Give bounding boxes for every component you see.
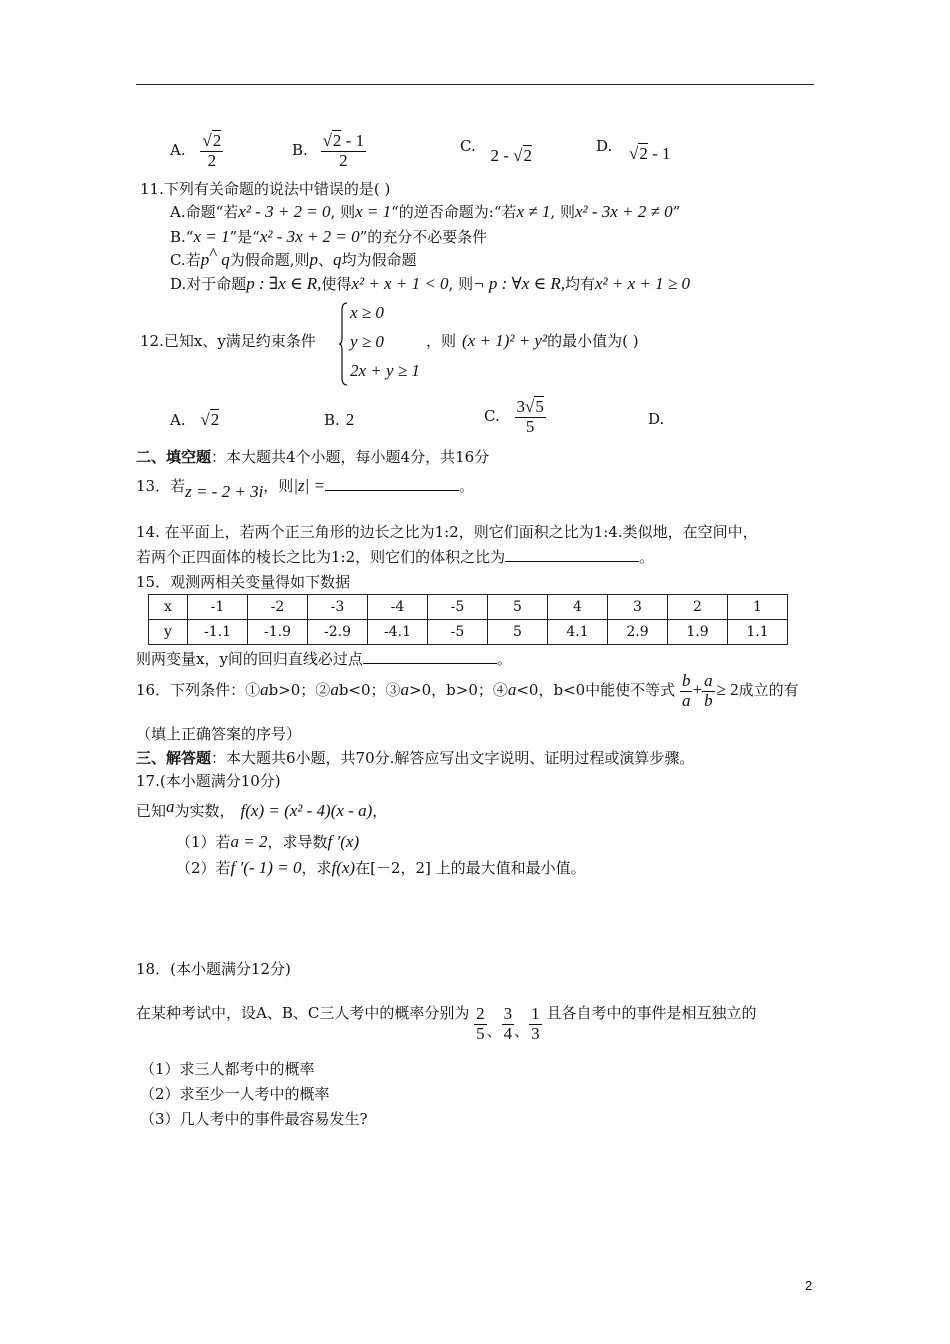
q11-option-a: A.命题“若x² - 3 + 2 = 0, 则x = 1“的逆否命题为:“若x ≠ 1, 则x² - 3x + 2 ≠ 0”	[170, 202, 681, 221]
q18-part3: （3）几人考中的事件最容易发生?	[140, 1110, 368, 1128]
table-cell: 2.9	[608, 620, 668, 645]
q10-option-a: A. $\frac{√2}{2}$	[170, 131, 222, 170]
q11-stem: 11.下列有关命题的说法中错误的是( )	[140, 180, 391, 198]
constraint-brace	[338, 302, 348, 386]
table-cell: -4.1	[368, 620, 428, 645]
table-cell: -1.9	[248, 620, 308, 645]
q10-option-c: C. 2 - √2	[460, 137, 533, 165]
table-row	[149, 595, 788, 620]
q12-option-b: B. 2	[324, 410, 355, 429]
q14-line1: 14. 在平面上，若两个正三角形的边长之比为1:2，则它们面积之比为1:4.类似地，在空间中，	[136, 523, 758, 541]
table-cell: x	[149, 595, 188, 620]
q13: 13．若z = - 2 + 3i，则|z| = 。	[136, 476, 475, 501]
q12-question: ，则 (x + 1)² + y²的最小值为( )	[426, 331, 639, 350]
constraint-3: 2x + y ≥ 1	[350, 361, 420, 380]
table-cell: -1	[188, 595, 248, 620]
table-cell: -3	[308, 595, 368, 620]
q11-option-d: D.对于命题p : ∃x ∈ R,使得x² + x + 1 < 0, 则¬ p : ∀x ∈ R,均有x² + x + 1 ≥ 0	[170, 274, 690, 293]
header-rule	[136, 84, 814, 85]
table-cell: -4	[368, 595, 428, 620]
q17-part1: （1）若a = 2，求导数f ′(x)	[176, 832, 360, 851]
table-cell: 3	[608, 595, 668, 620]
q12-stem: 12.已知x、y满足约束条件	[140, 332, 316, 350]
table-row	[149, 620, 788, 645]
q14-answer-blank[interactable]	[505, 547, 639, 562]
table-cell: 5	[488, 595, 548, 620]
table-cell: -5	[428, 595, 488, 620]
q17-heading: 17.(本小题满分10分)	[136, 772, 281, 790]
q15-stem: 15．观测两相关变量得如下数据	[136, 573, 351, 591]
q12-option-c: C. $\frac{3√5}{5}$	[484, 397, 544, 436]
q16-line1: 16．下列条件：①ab>0；②ab<0；③a>0，b>0；④a<0，b<0中能使不等式 $\frac{b}{a}$ + $\frac{a}{b}$ ≥ 2成立的有	[136, 671, 799, 710]
q18-part2: （2）求至少一人考中的概率	[140, 1085, 330, 1103]
table-cell: 5	[488, 620, 548, 645]
section-2-heading: 二、填空题：本大题共4个小题，每小题4分，共16分	[136, 448, 490, 466]
table-cell: -1.1	[188, 620, 248, 645]
table-cell: 1.1	[728, 620, 788, 645]
q10-option-b: B. $\frac{√2 - 1}{2}$	[292, 131, 365, 170]
table-cell: -2	[248, 595, 308, 620]
q14-line2: 若两个正四面体的棱长之比为1:2，则它们的体积之比为 。	[136, 548, 655, 566]
table-cell: 4.1	[548, 620, 608, 645]
table-cell: y	[149, 620, 188, 645]
q10-option-d: D. √2 - 1	[596, 137, 671, 163]
q18-stem: 在某种考试中，设A、B、C三人考中的概率分别为 $\frac{2}{5}$ 、 $\frac{3}{4}$ 、 $\frac{1}{3}$ 且各自考中的事件是相互独立的	[136, 1004, 757, 1043]
table-cell: 1	[728, 595, 788, 620]
q17-part2: （2）若f ′(- 1) = 0，求f(x)在[－2，2] 上的最大值和最小值。	[176, 858, 586, 877]
section-3-heading: 三、解答题：本大题共6小题，共70分.解答应写出文字说明、证明过程或演算步骤。	[136, 749, 695, 767]
page-number: 2	[805, 1278, 813, 1293]
table-cell: -2.9	[308, 620, 368, 645]
q15-question: 则两变量x，y间的回归直线必过点 。	[136, 650, 512, 668]
constraint-2: y ≥ 0	[350, 332, 384, 351]
table-cell: 1.9	[668, 620, 728, 645]
q11-option-c: C.若p^ q为假命题,则p、q均为假命题	[170, 244, 417, 269]
table-cell: 2	[668, 595, 728, 620]
q12-option-d: D.	[648, 410, 665, 428]
q16-line2: （填上正确答案的序号）	[136, 725, 302, 743]
q11-option-b: B.“x = 1”是“x² - 3x + 2 = 0”的充分不必要条件	[170, 227, 488, 246]
q15-data-table	[148, 594, 788, 645]
table-cell: 4	[548, 595, 608, 620]
q18-part1: （1）求三人都考中的概率	[140, 1060, 315, 1078]
q15-answer-blank[interactable]	[363, 649, 497, 664]
q18-heading: 18．(本小题满分12分)	[136, 960, 291, 978]
table-cell: -5	[428, 620, 488, 645]
q12-option-a: A. √2	[170, 410, 220, 429]
q17-given: 已知a为实数， f(x) = (x² - 4)(x - a)，	[136, 797, 388, 820]
q13-answer-blank[interactable]	[325, 476, 459, 491]
constraint-1: x ≥ 0	[350, 303, 384, 322]
